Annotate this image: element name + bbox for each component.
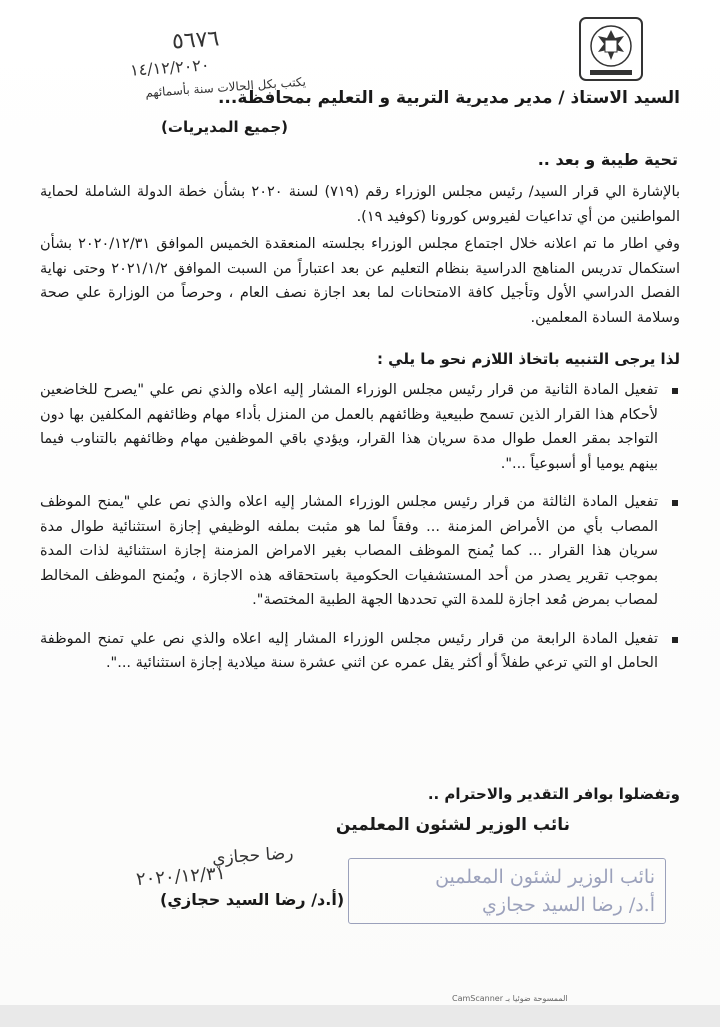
- official-stamp: [348, 858, 666, 924]
- eagle-seal-icon: [578, 16, 644, 82]
- paragraph-context: وفي اطار ما تم اعلانه خلال اجتماع مجلس الوزراء بجلسته المنعقدة الخميس الموافق ٢٠٢٠/١٢/٣١ بشأن استكمال تدريس المناهج الدراسية بنظام التعليم عن بعد اعتباراً من السبت الموافق ٢٠٢١/١/٢ وحتى نهاية الفصل الدراسي الأول وتأجيل كافة الامتحانات لما بعد اجازة نصف العام ، وحرصاً من الوزارة علي صحة وسلامة السادة المعلمين.: [40, 236, 681, 326]
- handwritten-reference-number: ٥٦٧٦: [171, 26, 221, 55]
- request-intro: لذا يرجى التنبيه باتخاذ اللازم نحو ما يلي :: [376, 350, 680, 368]
- handwritten-margin-note: يكتب بكل الحالات سنة بأسمائهم: [144, 74, 307, 100]
- article-two-text: تفعيل المادة الثانية من قرار رئيس مجلس الوزراء المشار إليه اعلاه والذي نص علي "يصرح للخاضعين لأحكام هذا القرار الذين تسمح طبيعية وظائفهم بالعمل من المنزل بأداء مهام وظائفهم المكلفين بها دون التواجد بمقر العمل طوال مدة سريان هذا القرار، ويؤدي باقي الموظفين مهام وظائفهم بالتناوب فيما بينهم يوميا أو أسبوعياً ...".: [40, 382, 658, 472]
- scan-edge-strip: [0, 1005, 720, 1027]
- scanner-watermark: CamScanner الممسوحة ضوئيا بـ: [452, 994, 568, 1003]
- stamp-line-title: نائب الوزير لشئون المعلمين: [435, 866, 655, 888]
- square-bullet-icon: [672, 388, 678, 394]
- stamp-line-name: أ.د/ رضا السيد حجازي: [482, 894, 655, 916]
- article-four-text: تفعيل المادة الرابعة من قرار رئيس مجلس الوزراء المشار إليه اعلاه والذي نص علي تمنح الموظفة الحامل او التي ترعي طفلاً أو أكثر يقل عمره عن اثني عشرة سنة ميلادية إجازة استثنائية ...".: [40, 630, 658, 671]
- handwritten-receipt-date: ١٤/١٢/٢٠٢٠: [129, 55, 211, 80]
- closing-line: وتفضلوا بوافر التقدير والاحترام ..: [427, 785, 680, 803]
- square-bullet-icon: [672, 500, 678, 506]
- square-bullet-icon: [672, 637, 678, 643]
- articles-list: [40, 378, 680, 690]
- list-item: [40, 490, 680, 613]
- list-item: [40, 627, 680, 676]
- signature-title: نائب الوزير لشئون المعلمين: [335, 815, 570, 835]
- addressee-line: السيد الاستاذ / مدير مديرية التربية و التعليم بمحافظة...: [217, 88, 680, 108]
- addressee-scope: (جميع المديريات): [161, 118, 288, 136]
- ministry-emblem: [578, 16, 644, 82]
- greeting: تحية طيبة و بعد ..: [537, 150, 678, 169]
- list-item: [40, 378, 680, 476]
- paragraph-reference: بالإشارة الي قرار السيد/ رئيس مجلس الوزراء رقم (٧١٩) لسنة ٢٠٢٠ بشأن خطة الدولة الشاملة لحماية المواطنين من أي تداعيات لفيروس كورونا (كوفيد ١٩).: [40, 184, 680, 225]
- handwritten-signature-date: ٢٠٢٠/١٢/٣١: [135, 862, 227, 891]
- handwritten-signature: رضا حجازي: [211, 843, 295, 869]
- article-three-text: تفعيل المادة الثالثة من قرار رئيس مجلس الوزراء المشار إليه اعلاه والذي نص علي "يمنح الموظف المصاب بأي من الأمراض المزمنة ... وفقاً لما هو مثبت بملفه الوظيفي إجازة استثنائية طوال مدة سريان هذا القرار ... كما يُمنح الموظف المصاب بغير الامراض المزمنة إجازة استثنائية لذات المدة بموجب تقرير يصدر من أحد المستشفيات الحكومية باستحقاقه هذه الاجازة ، ويُمنح الموظف المخالط لمصاب بمرض مُعد اجازة للمدة التي تحددها الجهة الطبية المختصة".: [40, 494, 658, 608]
- signatory-name: (أ.د/ رضا السيد حجازي): [160, 890, 345, 909]
